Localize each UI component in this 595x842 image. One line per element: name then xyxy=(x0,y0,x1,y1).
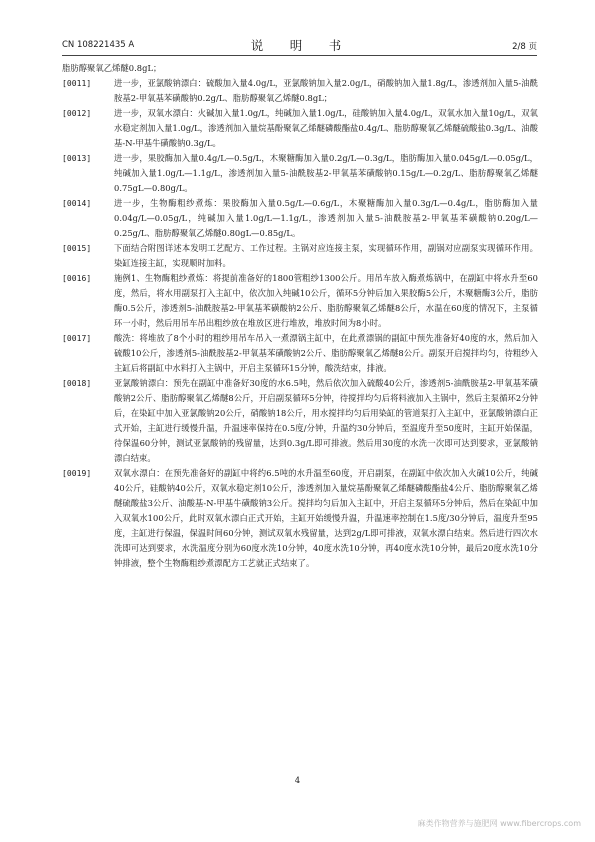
paragraph xyxy=(62,106,538,151)
paragraph xyxy=(62,271,538,331)
watermark: 麻类作物营养与施肥网 www.fibercrops.com xyxy=(417,819,581,828)
header-rule xyxy=(62,55,537,56)
continuation-line: 脂肪醇聚氧乙烯醚0.8gL； xyxy=(62,63,162,73)
paragraph-text: 亚氯酸钠漂白：预先在副缸中准备好30度的水6.5吨，然后依次加入硫酸40公斤，渗透剂5-油酰胺基2-甲氧基苯磺酸钠2公斤、脂肪醇聚氧乙烯醚8公斤，开启副泵循环5分钟，待搅拌均匀后将料液加入主锅中，然后主泵循环2分钟后，在染缸中加入亚氯酸钠20公斤，硝酸钠18公斤，用水搅拌均匀后用染缸的管道泵打入主缸中，亚氯酸钠漂白正式开始，主缸进行缓慢升温，升温速率保持在0.5度/分钟，升温约30分钟后，至温度升至50度时，主缸开始保温，待保温60分钟，测试亚氯酸钠的残留量，达到0.3g/L即可排液。然后用30度的水洗一次即可达到要求，亚氯酸钠漂白结束。 xyxy=(114,378,538,463)
paragraph-text: 进一步，双氧水漂白：火碱加入量1.0g/L，纯碱加入量1.0g/L，硅酸钠加入量4.0g/L，双氧水加入量10g/L，双氧水稳定剂加入量1.0g/L，渗透剂加入量烷基酚聚氧乙烯醚磷酸酯盐0.4g/L、脂肪醇聚氧乙烯醚硫酸盐0.3g/L、油酸基-N-甲基牛磺酸钠0.3g/L。 xyxy=(114,108,538,148)
paragraph xyxy=(62,376,538,466)
paragraph xyxy=(62,196,538,241)
paragraph xyxy=(62,331,538,376)
document-title: 说 明 书 xyxy=(250,38,349,53)
paragraph-number: [0016] xyxy=(62,274,92,283)
paragraph-number: [0013] xyxy=(62,154,92,163)
paragraph-text: 进一步，亚氯酸钠漂白：硫酸加入量4.0g/L，亚氯酸钠加入量2.0g/L，硝酸钠加入量1.8g/L，渗透剂加入量5-油酰胺基2-甲氧基苯磺酸钠0.2g/L、脂肪醇聚氧乙烯醚0.8gL； xyxy=(114,78,538,103)
paragraph-text: 施例1、生物酶粗纱煮炼：将提前准备好的1800管粗纱1300公斤。用吊车放入酶煮炼锅中，在副缸中将水升至60度，然后，将水用副泵打入主缸中，依次加入纯碱10公斤，循环5分钟后加入果胶酶5公斤，木聚糖酶3公斤，脂肪酶0.5公斤，渗透剂5-油酰胺基2-甲氧基苯磺酸钠2公斤、脂肪醇聚氧乙烯醚8公斤，水温在60度的情况下，主泵循环一小时，然后用吊车吊出粗纱放在堆放区进行堆放，堆放时间为8小时。 xyxy=(114,273,538,328)
page-indicator: 2/8 页 xyxy=(512,42,537,52)
page-header xyxy=(62,36,537,52)
paragraph-number: [0014] xyxy=(62,199,92,208)
paragraph xyxy=(62,466,538,571)
document-body xyxy=(62,61,538,571)
paragraph-number: [0018] xyxy=(62,379,92,388)
paragraph xyxy=(62,76,538,106)
paragraph xyxy=(62,241,538,271)
paragraph-number: [0012] xyxy=(62,109,92,118)
paragraph-text: 酸洗：将堆放了8个小时的粗纱用吊车吊入一煮漂锅主缸中，在此煮漂锅的副缸中预先准备好40度的水，然后加入硫酸10公斤，渗透剂5-油酰胺基2-甲氧基苯磺酸钠2公斤、脂肪醇聚氧乙烯醚8公斤。副泵开启搅拌均匀，待粗纱入主缸后将副缸中水料打入主锅中，开启主泵循环15分钟，酸洗结束，排液。 xyxy=(114,333,538,373)
paragraph-number: [0017] xyxy=(62,334,92,343)
paragraph-number: [0011] xyxy=(62,79,92,88)
page-number: 4 xyxy=(294,776,301,786)
paragraph-number: [0015] xyxy=(62,244,92,253)
paragraph-text: 进一步，生物酶粗纱煮炼：果胶酶加入量0.5g/L—0.6g/L，木聚糖酶加入量0.3g/L—0.4g/L，脂肪酶加入量0.04g/L—0.05g/L，纯碱加入量1.0g/L—1.1g/L，渗透剂加入量5-油酰胺基2-甲氧基苯磺酸钠0.20g/L—0.25g/L、脂肪醇聚氧乙烯醚0.80gL—0.85g/L。 xyxy=(114,198,538,238)
paragraph-text: 进一步，果胶酶加入量0.4g/L—0.5g/L，木聚糖酶加入量0.2g/L—0.3g/L，脂肪酶加入量0.045g/L—0.05g/L，纯碱加入量1.0g/L—1.1g/L，渗透剂加入量5-油酰胺基2-甲氧基苯磺酸钠0.15g/L—0.2g/L、脂肪醇聚氧乙烯醚0.75gL—0.80g/L。 xyxy=(114,153,538,193)
paragraph xyxy=(62,151,538,196)
paragraph-number: [0019] xyxy=(62,469,92,478)
publication-number: CN 108221435 A xyxy=(62,40,135,50)
paragraph-text: 双氧水漂白：在预先准备好的副缸中将约6.5吨的水升温至60度，开启副泵，在副缸中依次加入火碱10公斤，纯碱40公斤，硅酸钠40公斤，双氧水稳定剂10公斤，渗透剂加入量烷基酚聚氧乙烯醚磷酸酯盐4公斤、脂肪醇聚氧乙烯醚硫酸盐3公斤、油酸基-N-甲基牛磺酸钠3公斤。搅拌均匀后加入主缸中，开启主泵循环5分钟后，然后在染缸中加入双氧水100公斤，此时双氧水漂白正式开始，主缸开始缓慢升温，升温速率控制在1.5度/30分钟后，温度升至95度，主缸进行保温，保温时间60分钟，测试双氧水残留量，达到2g/L即可排液，双氧水漂白结束。然后进行四次水洗即可达到要求，水洗温度分别为60度水洗10分钟，40度水洗10分钟，再40度水洗10分钟，最后20度水洗10分钟排液，整个生物酶粗纱煮漂配方工艺就正式结束了。 xyxy=(114,468,538,568)
paragraph-text: 下面结合附图详述本发明工艺配方、工作过程。主锅对应连接主泵，实现循环作用，副锅对应副泵实现循环作用。染缸连接主缸，实现顺时加料。 xyxy=(114,243,538,268)
